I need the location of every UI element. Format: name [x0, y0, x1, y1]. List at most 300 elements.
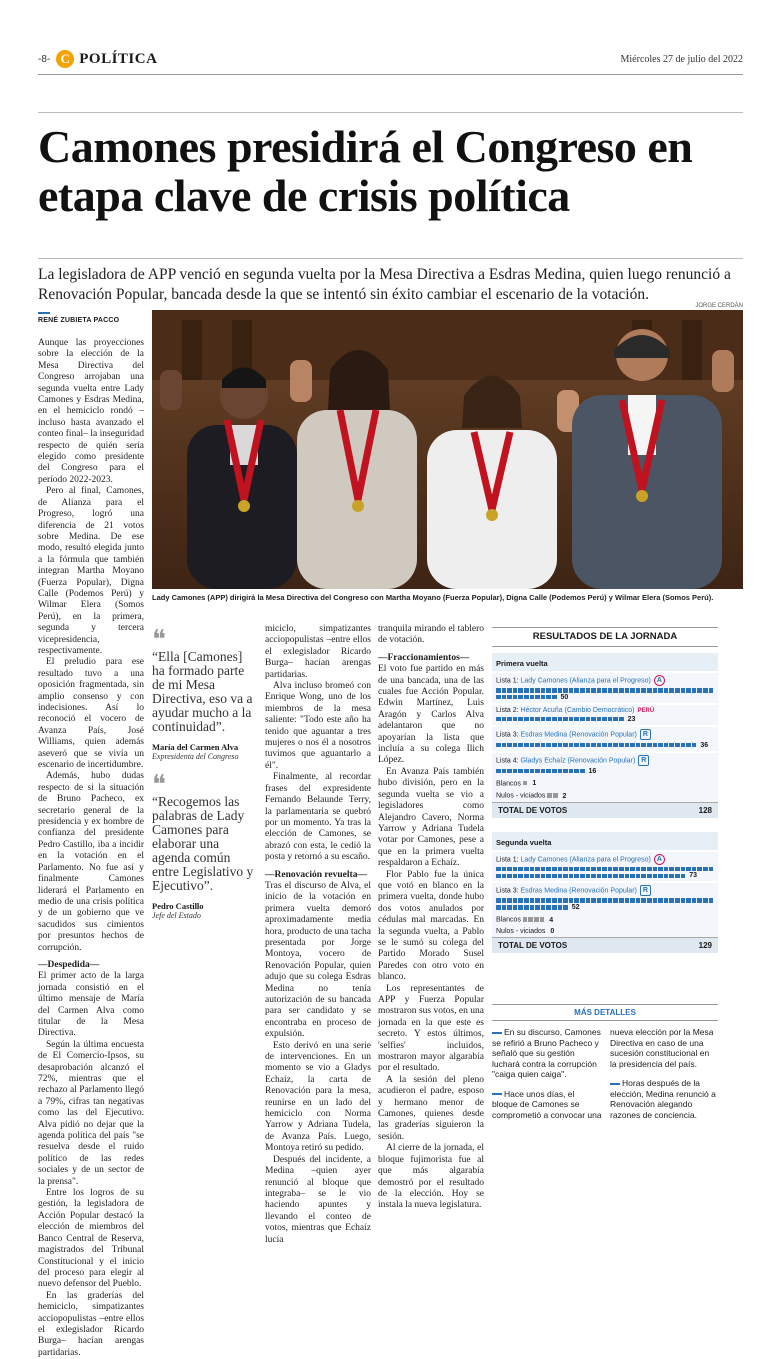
blank-votes-label: Blancos [496, 780, 521, 788]
paragraph: El preludio para ese resultado tuvo a una oposición fragmentada, sin amplio consenso y con indecisiones. Así lo reconoció el vocero de Avanza País, José Williams, quien además aseveró que se vivía un escenario de incertidumbre. [38, 657, 144, 771]
vote-square [534, 917, 539, 922]
vote-square [597, 898, 602, 903]
article-column-3 [265, 624, 371, 1246]
total-row [492, 937, 718, 953]
vote-square [546, 769, 551, 774]
vote-square [496, 717, 501, 722]
vote-square [507, 867, 512, 872]
vote-count: 50 [560, 693, 569, 701]
quote-mark-icon: ❝ [152, 770, 166, 799]
vote-square [619, 874, 624, 879]
more-details-title: MÁS DETALLES [492, 1004, 718, 1021]
detail-paragraph [492, 1089, 602, 1121]
vote-square [541, 874, 546, 879]
vote-square [664, 688, 669, 693]
vote-square [518, 695, 523, 700]
blank-votes-row [492, 777, 718, 790]
results-box [492, 627, 718, 953]
results-title: RESULTADOS DE LA JORNADA [492, 627, 718, 647]
vote-square [686, 743, 691, 748]
vote-square [558, 867, 563, 872]
candidate-name: Gladys Echaíz (Renovación Popular) [520, 756, 636, 764]
vote-square [686, 898, 691, 903]
quote-author: María del Carmen Alva [152, 742, 239, 752]
vote-square [697, 867, 702, 872]
paragraph: Según la última encuesta de El Comercio-Ipsos, su desaprobación alcanzó el 72%, mientras que el rechazo al Parlamento llegó a 79%, cifras tan negativas como las del Ejecutivo. Alva pidió no dejar que la agenda política del país "se resuelva desde el ruido político de las redes sociales y de un sector de la prensa". [38, 1039, 144, 1187]
vote-square [513, 743, 518, 748]
candidate-row [492, 753, 718, 777]
paragraph: Alva incluso bromeó con Enrique Wong, uno de los miembros de la mesa saliente: "Todo este año ha tenido que aguantar a tres mujeres o nos él a nosotros tuvimos que aguantarlo a él". [265, 681, 371, 771]
vote-square [546, 717, 551, 722]
vote-square [669, 898, 674, 903]
total-label: TOTAL DE VOTOS [498, 805, 568, 815]
vote-square [647, 688, 652, 693]
vote-square [546, 874, 551, 879]
vote-square [558, 905, 563, 910]
blank-votes-label: Blancos [496, 916, 521, 924]
vote-square [630, 867, 635, 872]
candidate-name: Esdras Medina (Renovación Popular) [520, 730, 637, 738]
vote-square [681, 688, 686, 693]
vote-square [658, 867, 663, 872]
vote-square [569, 874, 574, 879]
vote-square [535, 695, 540, 700]
vote-square [602, 688, 607, 693]
vote-square [541, 743, 546, 748]
article-column-4 [378, 624, 484, 1212]
list-label: Lista 3: [496, 887, 521, 895]
vote-square [613, 743, 618, 748]
vote-square [613, 717, 618, 722]
accent-dash [492, 1093, 502, 1095]
vote-square [546, 905, 551, 910]
vote-square [625, 874, 630, 879]
vote-square [653, 867, 658, 872]
vote-square [524, 743, 529, 748]
vote-square [496, 743, 501, 748]
vote-square [580, 867, 585, 872]
vote-square [630, 688, 635, 693]
main-photo [152, 310, 743, 589]
paragraph: A la sesión del pleno acudieron el padre, esposo y hermano menor de Camones, quienes desde las graderías siguieron la sesión. [378, 1074, 484, 1142]
vote-square [686, 688, 691, 693]
vote-square [558, 743, 563, 748]
list-label: Lista 2: [496, 706, 521, 714]
vote-square [528, 917, 533, 922]
vote-square [619, 717, 624, 722]
vote-count: 16 [588, 767, 597, 775]
vote-square [541, 905, 546, 910]
paragraph: Pero al final, Camones, de Alianza para el Progreso, logró una diferencia de 21 votos sobre Medina. De ese modo, resultó elegida junto a la fórmula que también integran Martha Moyano (Fuerza Popular), Digna Calle (Podemos Perú) y Wilmar Elera (Somos Perú), en la primera, segunda y tercera vicepresidencia, respectivamente. [38, 486, 144, 656]
vote-square [563, 874, 568, 879]
blank-votes-count: 1 [532, 780, 537, 788]
vote-square [513, 905, 518, 910]
vote-square [608, 867, 613, 872]
vote-square [602, 874, 607, 879]
vote-square [580, 898, 585, 903]
vote-square [496, 898, 501, 903]
vote-square [535, 717, 540, 722]
vote-square [619, 898, 624, 903]
vote-square [530, 695, 535, 700]
issue-date: Miércoles 27 de julio del 2022 [620, 53, 743, 65]
round-1-rows [492, 673, 718, 777]
vote-square [552, 905, 557, 910]
total-value: 129 [698, 940, 712, 950]
vote-square [597, 717, 602, 722]
vote-square [574, 898, 579, 903]
vote-square [502, 769, 507, 774]
paragraph: En las graderías del hemiciclo, simpatizantes acciopopulistas –entre ellos el exlegislador Ricardo Burga– hacían arengas partidarias. [38, 1290, 144, 1358]
paragraph: Esto derivó en una serie de intervenciones. En un momento se vio a Gladys Echaíz, la carta de Renovación para la mesa, reunirse en un lado del hemiciclo con Norma Yarrow y Adriana Tudela, de Avanza País. Luego, Montoya retiró su pedido. [265, 1040, 371, 1154]
vote-squares [547, 793, 557, 798]
vote-square [591, 717, 596, 722]
vote-square [697, 898, 702, 903]
vote-square [513, 688, 518, 693]
vote-square [602, 867, 607, 872]
vote-square [625, 867, 630, 872]
pull-quote [152, 625, 256, 761]
vote-square [569, 769, 574, 774]
vote-square [524, 874, 529, 879]
vote-square [558, 717, 563, 722]
vote-square [597, 743, 602, 748]
vote-square [496, 769, 501, 774]
quote-text: “Ella [Camones] ha formado parte de mi Mesa Directiva, eso va a ayudar mucho a la continuidad”. [152, 649, 253, 734]
vote-square [547, 793, 552, 798]
subheading: — Fraccionamientos— [378, 653, 484, 664]
null-votes-row [492, 926, 718, 937]
vote-square [496, 688, 501, 693]
paragraph: Al cierre de la jornada, el bloque fujimorista fue al que más algarabía demostró por el resultado de la elección. Hoy se instala la nueva legislatura. [378, 1143, 484, 1211]
paragraph: Tras el discurso de Alva, el inicio de la votación en primera vuelta demoró aproximadamente media hora, producto de una tacha presentada por Jorge Montoya, vocero de Renovación Popular, quien adujo que su colega Esdras Medina no tenía autorización de su bancada para ser candidato y se encontraba en proceso de expulsión. [265, 880, 371, 1040]
vote-squares [496, 742, 714, 749]
list-label: Lista 1: [496, 677, 521, 685]
vote-square [507, 743, 512, 748]
vote-square [552, 743, 557, 748]
page-number: -8- [38, 53, 51, 65]
vote-square [569, 743, 574, 748]
vote-square [546, 867, 551, 872]
party-logo-icon: R [640, 729, 651, 740]
paragraph: tranquila mirando el tablero de votación. [378, 624, 484, 646]
quote-role: Expresidenta del Congreso [152, 752, 239, 761]
vote-square [613, 688, 618, 693]
vote-square [647, 867, 652, 872]
vote-square [558, 874, 563, 879]
vote-square [546, 743, 551, 748]
vote-square [518, 717, 523, 722]
vote-square [641, 867, 646, 872]
page-header [38, 46, 743, 72]
detail-text: Horas después de la elección, Medina renunció a Renovación alegando razones de conciencia. [610, 1078, 716, 1120]
vote-square [530, 688, 535, 693]
total-row [492, 802, 718, 818]
vote-square [518, 905, 523, 910]
vote-square [675, 898, 680, 903]
article-column-1 [38, 338, 144, 1359]
vote-squares [496, 716, 714, 723]
vote-square [541, 867, 546, 872]
quote-text: “Recogemos las palabras de Lady Camones para elaborar una agenda común entre Legislativo y Ejecutivo”. [152, 794, 254, 893]
vote-square [496, 695, 501, 700]
vote-square [608, 717, 613, 722]
paragraph: Aunque las proyecciones sobre la elección de la Mesa Directiva del Congreso arrojaban una segunda vuelta entre Lady Camones y Esdras Medina, en el hemiciclo rondó –incluso hasta avanzado el conteo final– la inseguridad respecto de quién sería elegido como presidente del Congreso para el período 2022-2023. [38, 338, 144, 485]
accent-dash [492, 1032, 502, 1034]
total-value: 128 [698, 805, 712, 815]
vote-square [502, 688, 507, 693]
vote-square [502, 695, 507, 700]
vote-square [613, 867, 618, 872]
vote-square [641, 874, 646, 879]
vote-square [692, 898, 697, 903]
vote-square [636, 874, 641, 879]
vote-square [524, 769, 529, 774]
vote-square [518, 898, 523, 903]
vote-square [675, 867, 680, 872]
vote-square [541, 695, 546, 700]
vote-squares [496, 688, 714, 701]
vote-square [636, 867, 641, 872]
paragraph: Después del incidente, a Medina –quien ayer renunció al bloque que integraba– se le vio haciendo apuntes y llevando el conteo de votos, mientras que Echaíz lucía [265, 1154, 371, 1245]
detail-paragraph [610, 1078, 718, 1120]
vote-square [558, 898, 563, 903]
vote-square [524, 905, 529, 910]
vote-square [513, 874, 518, 879]
vote-square [675, 874, 680, 879]
vote-square [552, 688, 557, 693]
vote-square [675, 688, 680, 693]
vote-square [658, 743, 663, 748]
vote-square [669, 688, 674, 693]
vote-square [630, 874, 635, 879]
vote-square [703, 688, 708, 693]
vote-square [602, 743, 607, 748]
vote-square [602, 717, 607, 722]
el-comercio-logo: C [56, 50, 74, 68]
vote-square [507, 695, 512, 700]
detail-paragraph [610, 1027, 718, 1069]
candidate-name: Lady Camones (Alianza para el Progreso) [520, 677, 651, 685]
header-rule [38, 74, 743, 75]
vote-square [541, 688, 546, 693]
vote-square [608, 874, 613, 879]
vote-square [546, 898, 551, 903]
vote-square [580, 743, 585, 748]
accent-dash [38, 312, 50, 314]
vote-square [524, 867, 529, 872]
vote-square [669, 867, 674, 872]
vote-square [535, 743, 540, 748]
vote-square [597, 874, 602, 879]
vote-square [513, 898, 518, 903]
vote-square [658, 874, 663, 879]
null-votes-label: Nulos - viciados [496, 927, 546, 935]
vote-square [535, 867, 540, 872]
blank-votes-row [492, 913, 718, 926]
vote-square [703, 898, 708, 903]
vote-square [653, 898, 658, 903]
vote-count: 23 [627, 715, 636, 723]
vote-square [507, 874, 512, 879]
vote-square [647, 743, 652, 748]
party-logo-icon: R [638, 755, 649, 766]
vote-square [619, 743, 624, 748]
vote-square [513, 867, 518, 872]
vote-square [513, 717, 518, 722]
vote-square [502, 905, 507, 910]
photo-caption: Lady Camones (APP) dirigirá la Mesa Directiva del Congreso con Martha Moyano (Fuerza Popular), Digna Calle (Podemos Perú) y Wilmar Elera (Somos Perú). [152, 593, 714, 602]
subheading: — Renovación revuelta— [265, 870, 371, 881]
vote-square [586, 688, 591, 693]
vote-square [681, 743, 686, 748]
vote-square [502, 898, 507, 903]
candidate-row [492, 852, 718, 882]
vote-count: 73 [689, 872, 697, 880]
round-label: Segunda vuelta [492, 832, 718, 850]
vote-square [692, 688, 697, 693]
candidate-name: Esdras Medina (Renovación Popular) [520, 887, 637, 895]
vote-square [664, 898, 669, 903]
vote-square [541, 717, 546, 722]
vote-square [518, 688, 523, 693]
divider [38, 258, 743, 259]
vote-square [580, 769, 585, 774]
vote-square [653, 688, 658, 693]
vote-square [502, 867, 507, 872]
vote-square [591, 898, 596, 903]
vote-square [563, 743, 568, 748]
author-name: RENÉ ZUBIETA PACCO [38, 317, 120, 324]
vote-square [540, 917, 545, 922]
subheading: — Despedida— [38, 960, 144, 971]
vote-square [586, 743, 591, 748]
vote-square [552, 898, 557, 903]
vote-square [502, 743, 507, 748]
vote-square [546, 695, 551, 700]
vote-square [574, 867, 579, 872]
vote-square [580, 717, 585, 722]
vote-square [524, 717, 529, 722]
vote-square [518, 743, 523, 748]
vote-square [653, 874, 658, 879]
vote-square [608, 743, 613, 748]
vote-square [535, 688, 540, 693]
paragraph: El voto fue partido en más de una bancada, una de las cuales fue Acción Popular. Edwin Martínez, Luis Aragón y Carlos Alva adelantaron que no apoyarían la lista que incluía a su colega Ilich López. [378, 664, 484, 766]
candidate-name: Héctor Acuña (Cambio Democrático) [520, 706, 635, 714]
vote-square [523, 917, 528, 922]
vote-square [524, 898, 529, 903]
vote-square [507, 898, 512, 903]
vote-square [658, 688, 663, 693]
vote-square [664, 867, 669, 872]
vote-square [523, 781, 528, 786]
detail-paragraph [492, 1027, 602, 1080]
vote-square [586, 717, 591, 722]
vote-square [619, 867, 624, 872]
vote-square [496, 905, 501, 910]
vote-square [569, 867, 574, 872]
vote-square [507, 769, 512, 774]
round-label: Primera vuelta [492, 653, 718, 671]
vote-square [586, 874, 591, 879]
headline: Camones presidirá el Congreso en etapa clave de crisis política [38, 121, 693, 221]
list-label: Lista 1: [496, 856, 521, 864]
vote-square [625, 898, 630, 903]
party-logo-icon: R [640, 885, 651, 896]
vote-square [552, 874, 557, 879]
vote-square [535, 769, 540, 774]
vote-square [580, 688, 585, 693]
vote-square [669, 743, 674, 748]
vote-square [591, 688, 596, 693]
vote-square [586, 867, 591, 872]
vote-square [507, 717, 512, 722]
photo-credit: JORGE CERDÁN [695, 303, 743, 309]
vote-square [630, 743, 635, 748]
paragraph: En Avanza País también hubo división, pero en la segunda vuelta se vio a legisladores como Alejandro Cavero, Norma Yarrow y Adriana Tudela votar por Camones, pese a que en la primera vuelta respaldaron a Echaíz. [378, 766, 484, 869]
vote-square [496, 867, 501, 872]
vote-square [692, 743, 697, 748]
vote-square [625, 688, 630, 693]
vote-square [664, 874, 669, 879]
vote-square [496, 874, 501, 879]
vote-squares [523, 917, 544, 922]
vote-square [563, 769, 568, 774]
vote-square [530, 898, 535, 903]
vote-square [636, 743, 641, 748]
vote-square [552, 769, 557, 774]
list-label: Lista 4: [496, 756, 521, 764]
round-2-rows [492, 852, 718, 913]
vote-square [692, 867, 697, 872]
vote-square [681, 898, 686, 903]
vote-square [619, 688, 624, 693]
vote-squares [523, 781, 528, 786]
vote-square [518, 867, 523, 872]
vote-squares [496, 867, 714, 880]
vote-square [675, 743, 680, 748]
vote-square [703, 867, 708, 872]
vote-square [574, 717, 579, 722]
vote-square [608, 688, 613, 693]
vote-square [552, 867, 557, 872]
more-details-col-1 [492, 1027, 602, 1129]
candidate-row [492, 727, 718, 751]
more-details-col-2 [610, 1027, 718, 1129]
vote-square [507, 905, 512, 910]
vote-square [602, 898, 607, 903]
vote-squares [496, 898, 714, 911]
vote-square [530, 867, 535, 872]
vote-square [613, 874, 618, 879]
vote-square [658, 898, 663, 903]
blank-votes-count: 4 [549, 916, 554, 924]
vote-square [541, 898, 546, 903]
vote-square [558, 688, 563, 693]
paragraph: Flor Pablo fue la única que votó en blanco en la primera vuelta, donde hubo dos votos anulados por cédulas mal marcadas. En la segunda vuelta, a Pablo se le sumó su colega del Partido Morado Susel Paredes con otro voto en blanco. [378, 869, 484, 983]
vote-square [574, 688, 579, 693]
paragraph: Además, hubo dudas respecto de si la situación de Bruno Pacheco, ex secretario general de la presidencia y ex hombre de confianza del presidente Pedro Castillo, iba a incidir en la votación en el Parlamento. No fue así y finalmente Camones liderará el Parlamento en medio de una crisis política y de un gobierno que ve sacudidos sus cimientos por presuntos hechos de corrupción. [38, 771, 144, 953]
detail-text: En su discurso, Camones se refirió a Bruno Pacheco y señaló que su gestión luchará contra la corrupción "caiga quien caiga". [492, 1027, 601, 1079]
divider [38, 112, 743, 113]
vote-square [709, 898, 714, 903]
vote-square [524, 688, 529, 693]
paragraph: Entre los logros de su gestión, la legisladora de Acción Popular destacó la elección de miembros del Banco Central de Reserva, magistrados del Tribunal Constitucional y el inicio del proceso para elegir al nuevo defensor del Pueblo. [38, 1188, 144, 1290]
vote-square [518, 874, 523, 879]
vote-square [563, 717, 568, 722]
vote-square [709, 867, 714, 872]
